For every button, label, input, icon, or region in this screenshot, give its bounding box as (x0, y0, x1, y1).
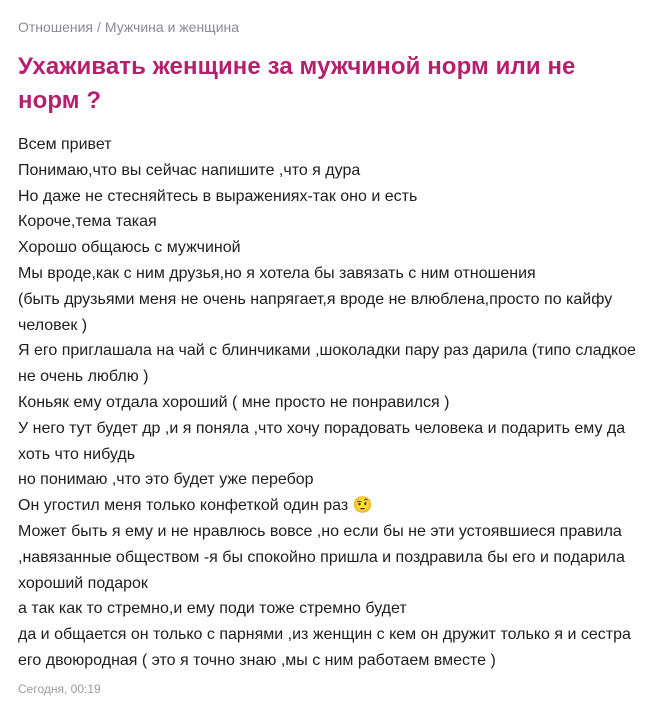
post-line: Хорошо общаюсь с мужчиной (18, 239, 241, 257)
breadcrumb-separator: / (96, 19, 101, 35)
post-body (18, 132, 642, 674)
post-line: Он угостил меня только конфеткой один раз 🤨 (18, 497, 373, 515)
breadcrumb-item-relationships[interactable]: Отношения (18, 19, 93, 35)
breadcrumb-item-man-and-woman[interactable]: Мужчина и женщина (104, 19, 240, 35)
post-line: (быть друзьями меня не очень напрягает,я вроде не влюблена,просто по кайфу человек ) (18, 290, 613, 334)
post-line: да и общается он только с парнями ,из женщин с кем он дружит только я и сестра его двоюродная ( это я точно знаю ,мы с ним работаем вместе ) (18, 626, 631, 669)
breadcrumb (18, 17, 239, 37)
post-line: Я его приглашала на чай с блинчиками ,шоколадки пару раз дарила (типо сладкое не очень люблю ) (18, 342, 636, 386)
post-line: Но даже не стесняйтесь в выражениях-так оно и есть (18, 187, 418, 205)
post-title: Ухаживать женщине за мужчиной норм или не норм ? (18, 53, 576, 114)
post-line: а так как то стремно,и ему поди тоже стремно будет (18, 600, 407, 618)
post-line: У него тут будет др ,и я поняла ,что хочу порадовать человека и подарить ему да хоть что нибудь (18, 419, 626, 463)
post-line: Может быть я ему и не нравлюсь вовсе ,но если бы не эти устоявшиеся правила ,навязанные обществом -я бы спокойно пришла и поздравила бы его и подарила хороший подарок (18, 522, 625, 592)
post-line: Короче,тема такая (18, 213, 157, 231)
post-timestamp: Сегодня, 00:19 (18, 682, 101, 696)
post-line: Коньяк ему отдала хороший ( мне просто не понравился ) (18, 393, 450, 411)
post-line: Мы вроде,как с ним друзья,но я хотела бы завязать с ним отношения (18, 264, 536, 282)
post-line: Всем привет (18, 136, 112, 153)
post-line: Понимаю,что вы сейчас напишите ,что я дура (18, 161, 361, 179)
post-line: но понимаю ,что это будет уже перебор (18, 471, 314, 489)
